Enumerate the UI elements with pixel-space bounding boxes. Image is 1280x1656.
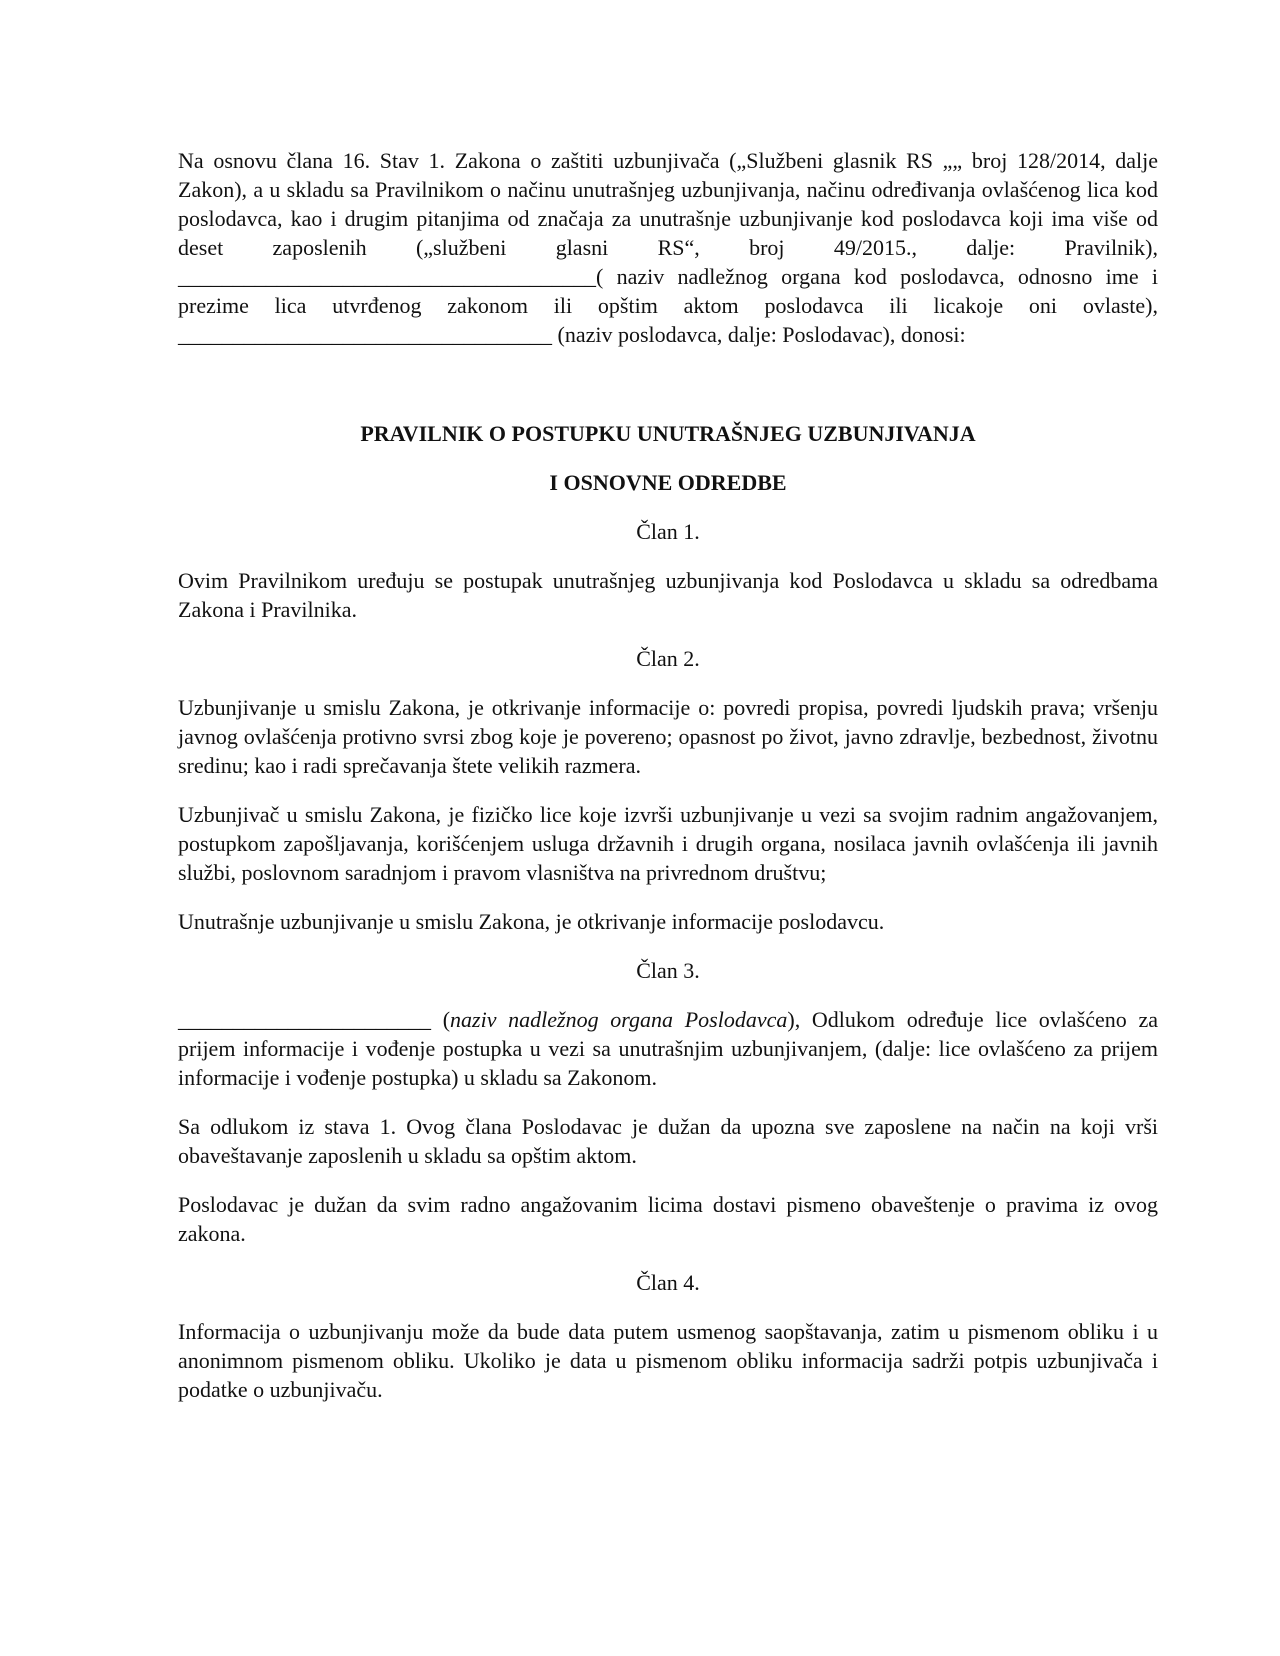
article-3-paragraph-2: Sa odlukom iz stava 1. Ovog člana Poslodavac je dužan da upozna sve zaposlene na način na koji vrši obaveštavanje zaposlenih u skladu sa opštim aktom. <box>178 1114 1158 1168</box>
article-2-paragraph-1: Uzbunjivanje u smislu Zakona, je otkrivanje informacije o: povredi propisa, povredi ljudskih prava; vršenju javnog ovlašćenja protivno svrsi zbog koje je povereno; opasnost po život, javno zdravlje, bezbednost, životnu sredinu; kao i radi sprečavanja štete velikih razmera. <box>178 695 1158 778</box>
article-1-heading: Član 1. <box>636 519 700 544</box>
article-3-paragraph-1 <box>178 1005 1158 1092</box>
intro-paragraph: Na osnovu člana 16. Stav 1. Zakona o zaštiti uzbunjivača („Službeni glasnik RS „„ broj 128/2014, dalje Zakon), a u skladu sa Pravilnikom o načinu unutrašnjeg uzbunjivanja, načinu određivanja ovlašćenog lica kod poslodavca, kao i drugim pitanjima od značaja za unutrašnje uzbunjivanje kod poslodavca koji ima više od deset zaposlenih („službeni glasni RS“, broj 49/2015., dalje: Pravilnik), ______________________________________( naziv nadležnog organa kod poslodavca, odnosno ime i prezime lica utvrđenog zakonom ili opštim aktom poslodavca ili licakoje oni ovlaste), __________________________________ (naziv poslodavca, dalje: Poslodavac), donosi: <box>178 148 1158 347</box>
article-4-heading: Član 4. <box>636 1270 700 1295</box>
article-3-paragraph-3: Poslodavac je dužan da svim radno angažovanim licima dostavi pismeno obaveštenje o pravima iz ovog zakona. <box>178 1192 1158 1246</box>
section-title: I OSNOVNE ODREDBE <box>549 470 787 495</box>
article-3-blank: _______________________ ( <box>178 1007 451 1032</box>
article-3-paragraph-1-rest: ), Odlukom određuje lice ovlašćeno za prijem informacije i vođenje postupka u vezi sa unutrašnjim uzbunjivanjem, (dalje: lice ovlašćeno za prijem informacije i vođenje postupka) u skladu sa Zakonom. <box>178 1007 1158 1090</box>
document-title: PRAVILNIK O POSTUPKU UNUTRAŠNJEG UZBUNJIVANJA <box>360 421 976 446</box>
article-2-paragraph-3: Unutrašnje uzbunjivanje u smislu Zakona, je otkrivanje informacije poslodavcu. <box>178 909 885 934</box>
article-3-heading: Član 3. <box>636 958 700 983</box>
article-4-paragraph-1: Informacija o uzbunjivanju može da bude data putem usmenog saopštavanja, zatim u pismenom obliku i u anonimnom pismenom obliku. Ukoliko je data u pismenom obliku informacija sadrži potpis uzbunjivača i podatke o uzbunjivaču. <box>178 1319 1158 1402</box>
article-3-italic-note: naziv nadležnog organa Poslodavca <box>450 1007 788 1032</box>
article-2-heading: Član 2. <box>636 646 700 671</box>
article-2-paragraph-2: Uzbunjivač u smislu Zakona, je fizičko lice koje izvrši uzbunjivanje u vezi sa svojim radnim angažovanjem, postupkom zapošljavanja, korišćenjem usluga državnih i drugih organa, nosilaca javnih ovlašćenja ili javnih službi, poslovnom saradnjom i pravom vlasništva na privrednom društvu; <box>178 802 1158 885</box>
article-1-paragraph-1: Ovim Pravilnikom uređuju se postupak unutrašnjeg uzbunjivanja kod Poslodavca u skladu sa odredbama Zakona i Pravilnika. <box>178 568 1158 622</box>
document-page <box>178 146 1158 1424</box>
